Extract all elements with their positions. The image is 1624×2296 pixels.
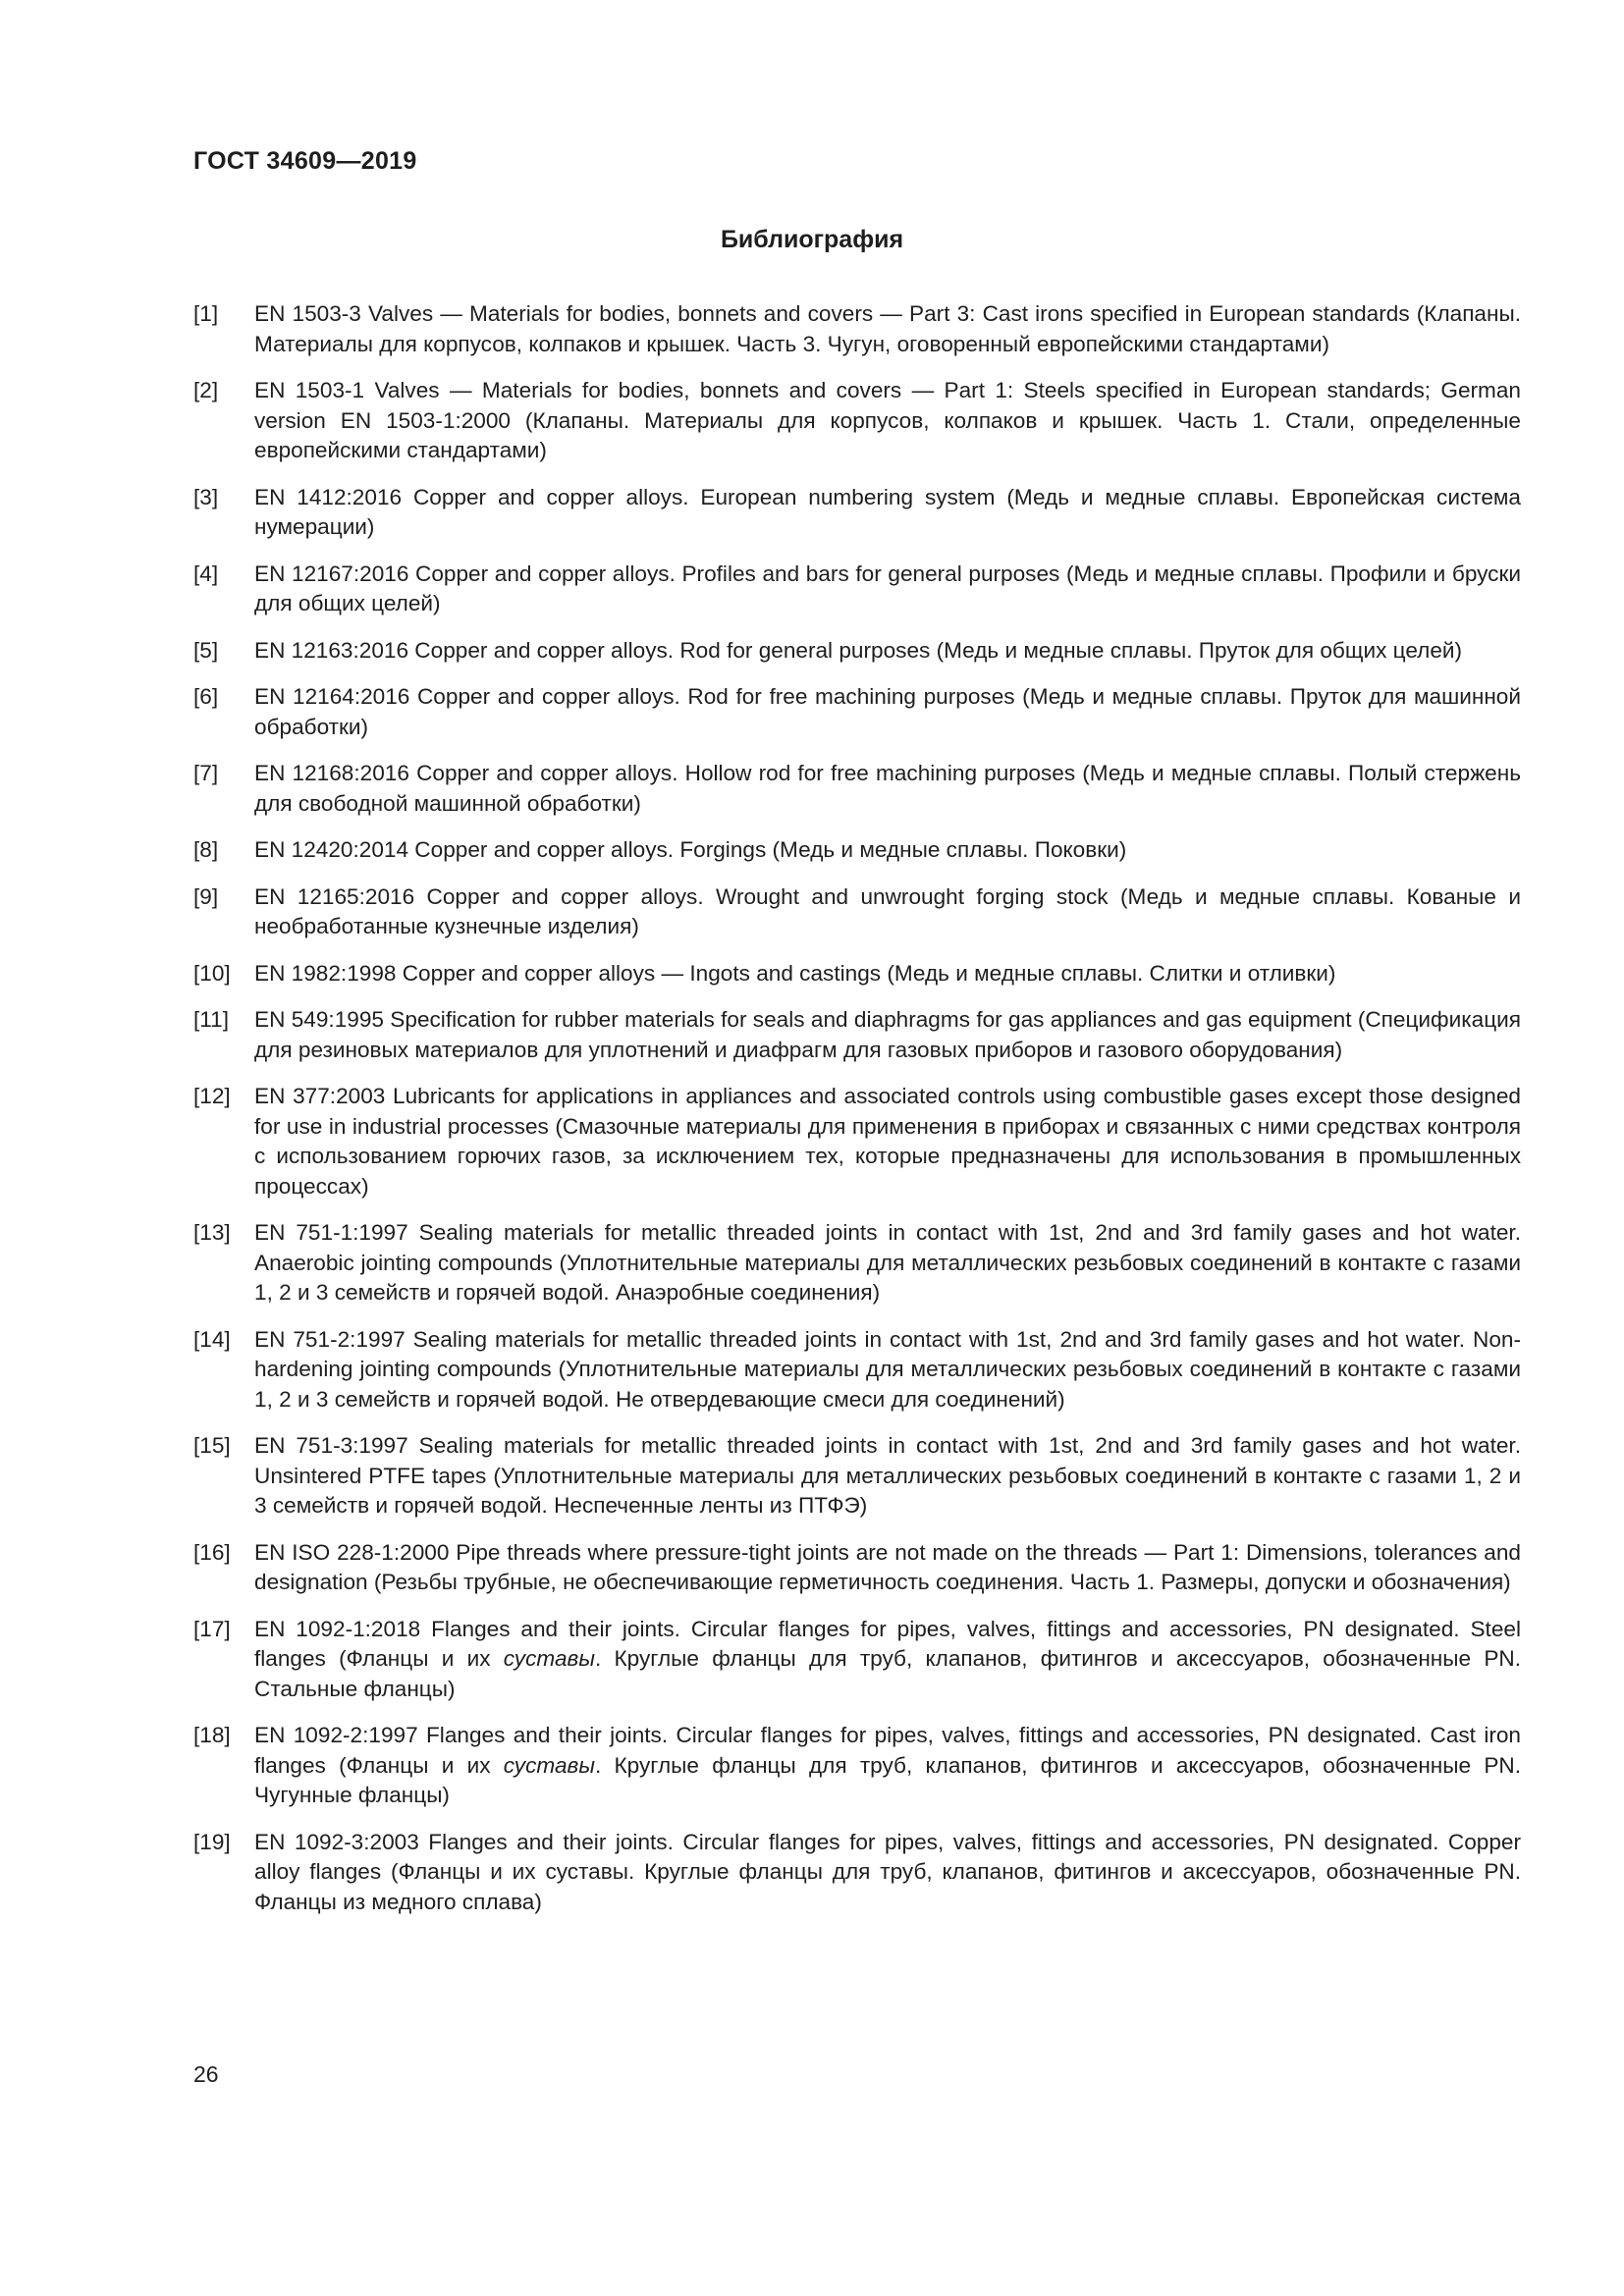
bibliography-entry-number: [12]	[193, 1084, 231, 1108]
bibliography-entry-text	[254, 1325, 1521, 1415]
text-segment: EN 549:1995 Specification for rubber materials for seals and diaphragms for gas appliances and gas equipment (Спецификация для резиновых материалов для уплотнений и диафрагм для газовых приборов и газового оборудования)	[254, 1007, 1521, 1062]
text-segment: EN 751-2:1997 Sealing materials for metallic threaded joints in contact with 1st, 2nd and 3rd family gases and hot water. Non-hardening jointing compounds (Уплотнительные материалы для металлических резьбовых соединений в контакте с газами 1, 2 и 3 семейств и горячей водой. Не отвердевающие смеси для соединений)	[254, 1326, 1521, 1412]
text-segment: . Круглые фланцы для труб, клапанов, фитингов и аксессуаров, обозначенные PN. Стальные фланцы)	[254, 1646, 1521, 1701]
bibliography-entry-number: [2]	[193, 378, 219, 402]
bibliography-entry-text	[254, 1082, 1521, 1201]
text-segment: EN 1982:1998 Copper and copper alloys — Ingots and castings (Медь и медные сплавы. Слитки и отливки)	[254, 960, 1336, 986]
text-segment: EN 751-3:1997 Sealing materials for metallic threaded joints in contact with 1st, 2nd and 3rd family gases and hot water. Unsintered PTFE tapes (Уплотнительные материалы для металлических резьбовых соединений в контакте с газами 1, 2 и 3 семейств и горячей водой. Неспеченные ленты из ПТФЭ)	[254, 1433, 1521, 1518]
bibliography-entry-text	[254, 636, 1521, 667]
text-segment: EN 1503-1 Valves — Materials for bodies, bonnets and covers — Part 1: Steels specified in European standards; German version EN 1503-1:2000 (Клапаны. Материалы для корпусов, колпаков и крышек. Часть 1. Стали, определенные европейскими стандартами)	[254, 378, 1521, 462]
text-segment: EN 1503-3 Valves — Materials for bodies, bonnets and covers — Part 3: Cast irons specified in European standards (Клапаны. Материалы для корпусов, колпаков и крышек. Часть 3. Чугун, оговоренный европейскими стандартами)	[254, 301, 1521, 356]
page-number: 26	[193, 2061, 219, 2087]
bibliography-entry	[193, 835, 1521, 866]
bibliography-entry	[193, 959, 1521, 989]
text-segment: EN 12168:2016 Copper and copper alloys. Hollow rod for free machining purposes (Медь и медные сплавы. Полый стержень для свободной машинной обработки)	[254, 761, 1521, 816]
bibliography-entry	[193, 560, 1521, 619]
text-segment: EN 12165:2016 Copper and copper alloys. Wrought and unwrought forging stock (Медь и медные сплавы. Кованые и необработанные кузнечные изделия)	[254, 883, 1521, 938]
bibliography-entry-number: [11]	[193, 1007, 230, 1032]
standard-code-header: ГОСТ 34609—2019	[193, 147, 417, 175]
text-segment: EN ISO 228-1:2000 Pipe threads where pressure-tight joints are not made on the threads — Part 1: Dimensions, tolerances and designation (Резьбы трубные, не обеспечивающие герметичность соединения. Часть 1. Размеры, допуски и обозначения)	[254, 1539, 1521, 1594]
bibliography-entry-text	[254, 1828, 1521, 1918]
bibliography-entry	[193, 1615, 1521, 1705]
bibliography-entry	[193, 1082, 1521, 1201]
bibliography-entry	[193, 299, 1521, 359]
bibliography-entry	[193, 483, 1521, 543]
text-segment: EN 1092-1:2018 Flanges and their joints. Circular flanges for pipes, valves, fittings and accessories, PN designated. Steel flanges (Фланцы и их	[254, 1616, 1521, 1671]
bibliography-entry	[193, 1538, 1521, 1598]
bibliography-entry-number: [10]	[193, 960, 231, 986]
bibliography-entry-text	[254, 1538, 1521, 1598]
text-segment: EN 12420:2014 Copper and copper alloys. Forgings (Медь и медные сплавы. Поковки)	[254, 837, 1127, 862]
text-segment: EN 1412:2016 Copper and copper alloys. European numbering system (Медь и медные сплавы. Европейская система нумерации)	[254, 484, 1521, 539]
text-segment: . Круглые фланцы для труб, клапанов, фитингов и аксессуаров, обозначенные PN. Чугунные фланцы)	[254, 1752, 1521, 1807]
bibliography-entry	[193, 1005, 1521, 1065]
bibliography-entry-text	[254, 835, 1521, 866]
bibliography-entry-number: [16]	[193, 1539, 231, 1565]
text-segment: EN 1092-2:1997 Flanges and their joints. Circular flanges for pipes, valves, fittings and accessories, PN designated. Cast iron flanges (Фланцы и их	[254, 1723, 1521, 1778]
bibliography-entry-text	[254, 682, 1521, 742]
bibliography-entry-text	[254, 1005, 1521, 1065]
bibliography-list	[193, 299, 1521, 1934]
bibliography-entry	[193, 1828, 1521, 1918]
text-segment: EN 12167:2016 Copper and copper alloys. Profiles and bars for general purposes (Медь и медные сплавы. Профили и бруски для общих целей)	[254, 561, 1521, 615]
bibliography-entry-number: [3]	[193, 484, 219, 509]
bibliography-entry	[193, 1218, 1521, 1308]
text-segment: EN 751-1:1997 Sealing materials for metallic threaded joints in contact with 1st, 2nd and 3rd family gases and hot water. Anaerobic jointing compounds (Уплотнительные материалы для металлических резьбовых соединений в контакте с газами 1, 2 и 3 семейств и горячей водой. Анаэробные соединения)	[254, 1220, 1521, 1305]
bibliography-entry-text	[254, 299, 1521, 359]
bibliography-entry-number: [9]	[193, 883, 219, 909]
text-segment: EN 12164:2016 Copper and copper alloys. Rod for free machining purposes (Медь и медные сплавы. Пруток для машинной обработки)	[254, 684, 1521, 739]
bibliography-entry-text	[254, 560, 1521, 619]
bibliography-entry	[193, 759, 1521, 819]
bibliography-entry-number: [6]	[193, 684, 219, 709]
bibliography-entry-text	[254, 959, 1521, 989]
text-segment: EN 377:2003 Lubricants for applications in appliances and associated controls using combustible gases except those designed for use in industrial processes (Смазочные материалы для применения в приборах и связанных с ними средствах контроля с использованием горючих газов, за исключением тех, которые предназначены для использования в промышленных процессах)	[254, 1084, 1521, 1199]
bibliography-entry-number: [7]	[193, 761, 219, 785]
italic-text-segment: суставы	[503, 1752, 595, 1778]
bibliography-entry-text	[254, 759, 1521, 819]
bibliography-entry-number: [13]	[193, 1220, 231, 1245]
bibliography-entry-text	[254, 882, 1521, 942]
bibliography-entry-text	[254, 376, 1521, 466]
bibliography-entry-text	[254, 483, 1521, 543]
bibliography-entry-text	[254, 1218, 1521, 1308]
text-segment: EN 12163:2016 Copper and copper alloys. Rod for general purposes (Медь и медные сплавы. Пруток для общих целей)	[254, 637, 1463, 663]
bibliography-entry-number: [18]	[193, 1723, 231, 1747]
bibliography-entry	[193, 1721, 1521, 1811]
bibliography-entry	[193, 376, 1521, 466]
bibliography-entry-number: [15]	[193, 1433, 231, 1458]
bibliography-entry-text	[254, 1431, 1521, 1522]
bibliography-entry-number: [14]	[193, 1326, 231, 1352]
bibliography-entry	[193, 682, 1521, 742]
section-title: Библиография	[720, 226, 904, 253]
bibliography-entry-number: [19]	[193, 1829, 231, 1854]
bibliography-entry-text	[254, 1615, 1521, 1705]
bibliography-entry-number: [17]	[193, 1616, 231, 1641]
bibliography-entry-number: [1]	[193, 301, 219, 326]
bibliography-entry-number: [4]	[193, 561, 219, 586]
bibliography-entry	[193, 1325, 1521, 1415]
bibliography-entry	[193, 636, 1521, 667]
text-segment: EN 1092-3:2003 Flanges and their joints. Circular flanges for pipes, valves, fittings and accessories, PN designated. Copper alloy flanges (Фланцы и их суставы. Круглые фланцы для труб, клапанов, фитингов и аксессуаров, обозначенные PN. Фланцы из медного сплава)	[254, 1829, 1521, 1914]
bibliography-entry-number: [5]	[193, 637, 219, 663]
bibliography-entry-number: [8]	[193, 837, 219, 862]
bibliography-entry-text	[254, 1721, 1521, 1811]
bibliography-entry	[193, 1431, 1521, 1522]
bibliography-entry	[193, 882, 1521, 942]
italic-text-segment: суставы	[503, 1646, 595, 1671]
